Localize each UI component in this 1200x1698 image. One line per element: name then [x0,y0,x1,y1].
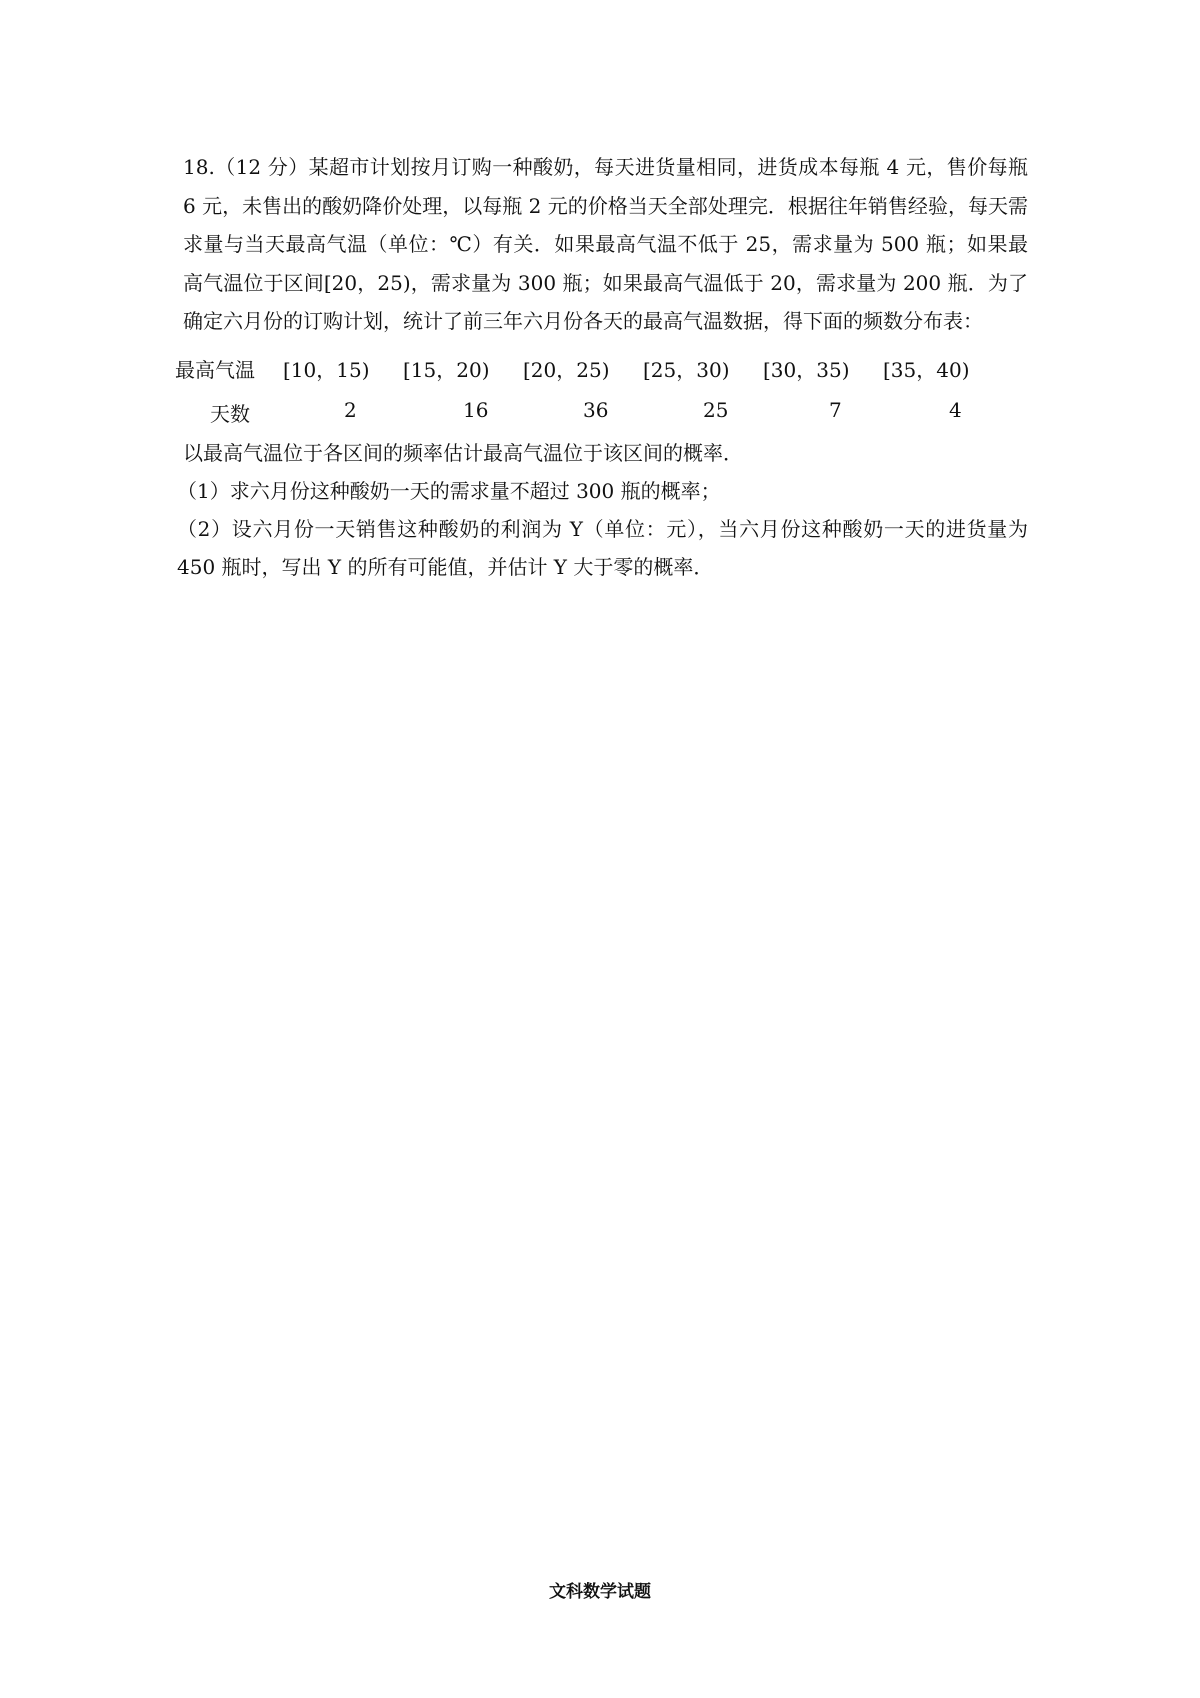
question-1: （1）求六月份这种酸奶一天的需求量不超过 300 瓶的概率； [177,478,721,503]
page-footer: 文科数学试题 [549,1582,651,1602]
question-2: （2）设六月份一天销售这种酸奶的利润为 Y（单位：元），当六月份这种酸奶一天的进货量为 450 瓶时，写出 Y 的所有可能值，并估计 Y 大于零的概率． [177,516,1028,579]
table-interval-6: [35，40) [883,357,970,382]
table-days-3: 36 [583,397,609,422]
table-interval-1: [10，15) [283,357,370,382]
table-days-5: 7 [829,397,842,422]
table-interval-3: [20，25) [523,357,610,382]
frequency-table [175,344,1028,434]
estimation-note: 以最高气温位于各区间的频率估计最高气温位于该区间的概率． [183,440,743,465]
table-interval-4: [25，30) [643,357,730,382]
document-body [175,148,1028,586]
table-days-6: 4 [949,397,962,422]
table-row-header-temperature: 最高气温 [175,357,255,382]
table-days-1: 2 [344,397,357,422]
table-interval-5: [30，35) [763,357,850,382]
table-days-2: 16 [463,397,489,422]
table-row-header-days: 天数 [210,401,250,426]
problem-statement: 18.（12 分）某超市计划按月订购一种酸奶，每天进货量相同，进货成本每瓶 4 元，售价每瓶 6 元，未售出的酸奶降价处理，以每瓶 2 元的价格当天全部处理完．根据往年销售经验，每天需求量与当天最高气温（单位：℃）有关．如果最高气温不低于 25，需求量为 500 瓶；如果最高气温位于区间[20，25)，需求量为 300 瓶；如果最高气温低于 20，需求量为 200 瓶．为了确定六月份的订购计划，统计了前三年六月份各天的最高气温数据，得下面的频数分布表： [183,155,1028,333]
table-interval-2: [15，20) [403,357,490,382]
table-days-4: 25 [703,397,729,422]
